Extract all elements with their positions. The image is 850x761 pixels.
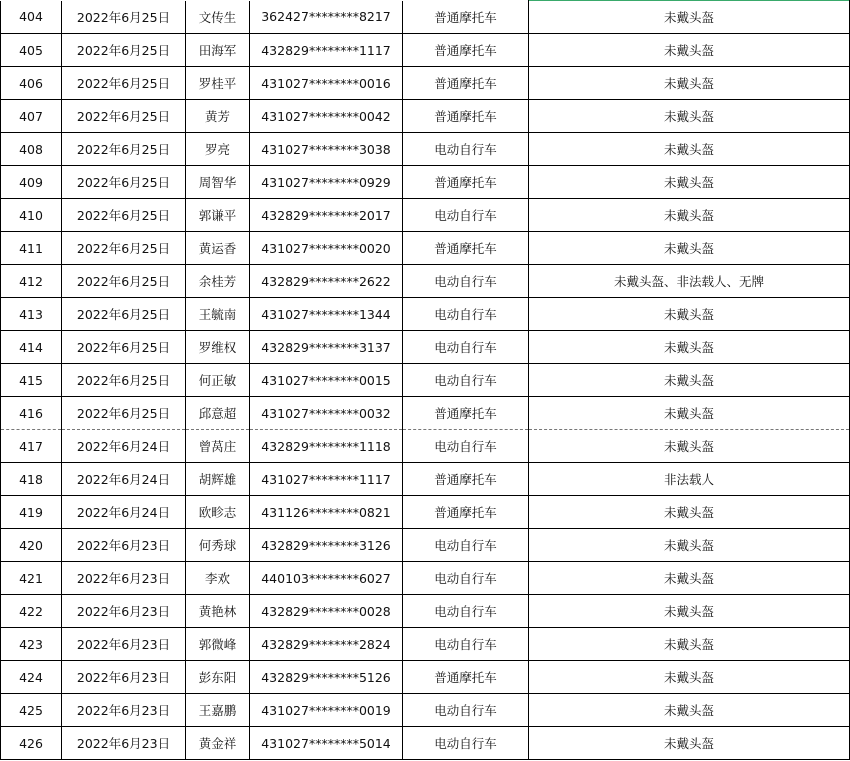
cell-vehicle-type[interactable]: 电动自行车 <box>403 595 529 628</box>
cell-number[interactable]: 404 <box>1 1 62 34</box>
cell-id-number[interactable]: 432829********1118 <box>250 430 403 463</box>
cell-date[interactable]: 2022年6月24日 <box>62 463 186 496</box>
cell-vehicle-type[interactable]: 普通摩托车 <box>403 100 529 133</box>
cell-violation[interactable]: 未戴头盔 <box>529 364 850 397</box>
cell-number[interactable]: 410 <box>1 199 62 232</box>
cell-id-number[interactable]: 440103********6027 <box>250 562 403 595</box>
table-body <box>1 1 850 760</box>
cell-name[interactable]: 王毓南 <box>186 298 250 331</box>
cell-violation[interactable]: 未戴头盔 <box>529 397 850 430</box>
cell-vehicle-type[interactable]: 普通摩托车 <box>403 496 529 529</box>
cell-date[interactable]: 2022年6月25日 <box>62 100 186 133</box>
cell-violation[interactable]: 未戴头盔 <box>529 562 850 595</box>
cell-name[interactable]: 黄艳林 <box>186 595 250 628</box>
cell-violation[interactable]: 未戴头盔 <box>529 1 850 34</box>
cell-vehicle-type[interactable]: 电动自行车 <box>403 529 529 562</box>
table-row <box>1 628 850 661</box>
cell-violation[interactable]: 未戴头盔 <box>529 727 850 760</box>
cell-vehicle-type[interactable]: 电动自行车 <box>403 727 529 760</box>
table-row <box>1 298 850 331</box>
table-row <box>1 1 850 34</box>
cell-id-number[interactable]: 431027********0032 <box>250 397 403 430</box>
cell-date[interactable]: 2022年6月24日 <box>62 430 186 463</box>
cell-id-number[interactable]: 432829********0028 <box>250 595 403 628</box>
cell-id-number[interactable]: 431027********0929 <box>250 166 403 199</box>
cell-number[interactable]: 420 <box>1 529 62 562</box>
table-row <box>1 34 850 67</box>
cell-number[interactable]: 426 <box>1 727 62 760</box>
cell-name[interactable]: 何正敏 <box>186 364 250 397</box>
cell-name[interactable]: 胡辉雄 <box>186 463 250 496</box>
table-row <box>1 331 850 364</box>
cell-vehicle-type[interactable]: 电动自行车 <box>403 265 529 298</box>
cell-number[interactable]: 423 <box>1 628 62 661</box>
cell-number[interactable]: 416 <box>1 397 62 430</box>
cell-violation[interactable]: 未戴头盔 <box>529 298 850 331</box>
cell-violation[interactable]: 未戴头盔 <box>529 133 850 166</box>
cell-date[interactable]: 2022年6月23日 <box>62 595 186 628</box>
table-row <box>1 67 850 100</box>
cell-name[interactable]: 王嘉鹏 <box>186 694 250 727</box>
cell-vehicle-type[interactable]: 电动自行车 <box>403 133 529 166</box>
cell-name[interactable]: 黄芳 <box>186 100 250 133</box>
cell-vehicle-type[interactable]: 电动自行车 <box>403 199 529 232</box>
cell-name[interactable]: 周智华 <box>186 166 250 199</box>
cell-vehicle-type[interactable]: 电动自行车 <box>403 331 529 364</box>
cell-vehicle-type[interactable]: 电动自行车 <box>403 628 529 661</box>
cell-name[interactable]: 郭谦平 <box>186 199 250 232</box>
cell-violation[interactable]: 未戴头盔 <box>529 199 850 232</box>
cell-date[interactable]: 2022年6月25日 <box>62 298 186 331</box>
cell-id-number[interactable]: 432829********3137 <box>250 331 403 364</box>
table-row <box>1 595 850 628</box>
cell-number[interactable]: 422 <box>1 595 62 628</box>
cell-id-number[interactable]: 431126********0821 <box>250 496 403 529</box>
cell-id-number[interactable]: 431027********3038 <box>250 133 403 166</box>
cell-date[interactable]: 2022年6月23日 <box>62 562 186 595</box>
cell-number[interactable]: 417 <box>1 430 62 463</box>
table-row <box>1 265 850 298</box>
cell-vehicle-type[interactable]: 电动自行车 <box>403 694 529 727</box>
cell-number[interactable]: 409 <box>1 166 62 199</box>
cell-date[interactable]: 2022年6月24日 <box>62 496 186 529</box>
cell-violation[interactable]: 未戴头盔、非法载人、无牌 <box>529 265 850 298</box>
cell-vehicle-type[interactable]: 普通摩托车 <box>403 166 529 199</box>
cell-id-number[interactable]: 431027********1117 <box>250 463 403 496</box>
cell-number[interactable]: 411 <box>1 232 62 265</box>
cell-id-number[interactable]: 432829********2824 <box>250 628 403 661</box>
cell-vehicle-type[interactable]: 普通摩托车 <box>403 661 529 694</box>
cell-number[interactable]: 407 <box>1 100 62 133</box>
cell-id-number[interactable]: 431027********0016 <box>250 67 403 100</box>
cell-name[interactable]: 罗桂平 <box>186 67 250 100</box>
cell-number[interactable]: 415 <box>1 364 62 397</box>
table-row <box>1 199 850 232</box>
cell-name[interactable]: 余桂芳 <box>186 265 250 298</box>
table-row <box>1 397 850 430</box>
cell-violation[interactable]: 非法载人 <box>529 463 850 496</box>
table-row <box>1 166 850 199</box>
cell-name[interactable]: 曾莴庄 <box>186 430 250 463</box>
table-row <box>1 529 850 562</box>
cell-id-number[interactable]: 431027********1344 <box>250 298 403 331</box>
cell-number[interactable]: 405 <box>1 34 62 67</box>
cell-violation[interactable]: 未戴头盔 <box>529 34 850 67</box>
cell-violation[interactable]: 未戴头盔 <box>529 496 850 529</box>
cell-name[interactable]: 李欢 <box>186 562 250 595</box>
cell-vehicle-type[interactable]: 普通摩托车 <box>403 67 529 100</box>
cell-name[interactable]: 黄金祥 <box>186 727 250 760</box>
cell-id-number[interactable]: 431027********0015 <box>250 364 403 397</box>
cell-number[interactable]: 406 <box>1 67 62 100</box>
cell-violation[interactable]: 未戴头盔 <box>529 595 850 628</box>
cell-name[interactable]: 黄运香 <box>186 232 250 265</box>
cell-date[interactable]: 2022年6月25日 <box>62 232 186 265</box>
cell-violation[interactable]: 未戴头盔 <box>529 694 850 727</box>
cell-id-number[interactable]: 432829********5126 <box>250 661 403 694</box>
cell-number[interactable]: 412 <box>1 265 62 298</box>
cell-vehicle-type[interactable]: 普通摩托车 <box>403 34 529 67</box>
cell-vehicle-type[interactable]: 普通摩托车 <box>403 232 529 265</box>
cell-id-number[interactable]: 431027********0042 <box>250 100 403 133</box>
table-row <box>1 562 850 595</box>
cell-name[interactable]: 罗维权 <box>186 331 250 364</box>
cell-date[interactable]: 2022年6月25日 <box>62 364 186 397</box>
table-row <box>1 430 850 463</box>
cell-number[interactable]: 408 <box>1 133 62 166</box>
cell-number[interactable]: 424 <box>1 661 62 694</box>
cell-id-number[interactable]: 431027********0020 <box>250 232 403 265</box>
cell-date[interactable]: 2022年6月23日 <box>62 628 186 661</box>
cell-violation[interactable]: 未戴头盔 <box>529 430 850 463</box>
cell-name[interactable]: 何秀球 <box>186 529 250 562</box>
cell-name[interactable]: 欧畛志 <box>186 496 250 529</box>
cell-vehicle-type[interactable]: 普通摩托车 <box>403 397 529 430</box>
cell-number[interactable]: 414 <box>1 331 62 364</box>
cell-number[interactable]: 413 <box>1 298 62 331</box>
cell-id-number[interactable]: 431027********0019 <box>250 694 403 727</box>
cell-date[interactable]: 2022年6月25日 <box>62 265 186 298</box>
cell-vehicle-type[interactable]: 电动自行车 <box>403 364 529 397</box>
cell-id-number[interactable]: 432829********1117 <box>250 34 403 67</box>
cell-vehicle-type[interactable]: 电动自行车 <box>403 562 529 595</box>
cell-id-number[interactable]: 362427********8217 <box>250 1 403 34</box>
cell-date[interactable]: 2022年6月23日 <box>62 529 186 562</box>
cell-id-number[interactable]: 432829********2017 <box>250 199 403 232</box>
cell-date[interactable]: 2022年6月25日 <box>62 67 186 100</box>
cell-violation[interactable]: 未戴头盔 <box>529 166 850 199</box>
cell-name[interactable]: 田海军 <box>186 34 250 67</box>
cell-violation[interactable]: 未戴头盔 <box>529 232 850 265</box>
cell-name[interactable]: 文传生 <box>186 1 250 34</box>
cell-vehicle-type[interactable]: 普通摩托车 <box>403 463 529 496</box>
cell-date[interactable]: 2022年6月23日 <box>62 661 186 694</box>
cell-name[interactable]: 彭东阳 <box>186 661 250 694</box>
table-row <box>1 232 850 265</box>
cell-violation[interactable]: 未戴头盔 <box>529 100 850 133</box>
cell-vehicle-type[interactable]: 电动自行车 <box>403 430 529 463</box>
cell-id-number[interactable]: 431027********5014 <box>250 727 403 760</box>
cell-date[interactable]: 2022年6月23日 <box>62 694 186 727</box>
cell-date[interactable]: 2022年6月25日 <box>62 397 186 430</box>
cell-violation[interactable]: 未戴头盔 <box>529 529 850 562</box>
cell-number[interactable]: 421 <box>1 562 62 595</box>
cell-date[interactable]: 2022年6月25日 <box>62 166 186 199</box>
cell-date[interactable]: 2022年6月25日 <box>62 331 186 364</box>
table-row <box>1 694 850 727</box>
cell-date[interactable]: 2022年6月23日 <box>62 727 186 760</box>
cell-date[interactable]: 2022年6月25日 <box>62 199 186 232</box>
cell-number[interactable]: 418 <box>1 463 62 496</box>
cell-name[interactable]: 邱意超 <box>186 397 250 430</box>
cell-date[interactable]: 2022年6月25日 <box>62 133 186 166</box>
cell-name[interactable]: 罗亮 <box>186 133 250 166</box>
cell-date[interactable]: 2022年6月25日 <box>62 34 186 67</box>
cell-violation[interactable]: 未戴头盔 <box>529 67 850 100</box>
cell-id-number[interactable]: 432829********3126 <box>250 529 403 562</box>
cell-number[interactable]: 419 <box>1 496 62 529</box>
cell-violation[interactable]: 未戴头盔 <box>529 628 850 661</box>
cell-number[interactable]: 425 <box>1 694 62 727</box>
table-row <box>1 496 850 529</box>
table-row <box>1 364 850 397</box>
table-row <box>1 100 850 133</box>
table-row <box>1 727 850 760</box>
cell-id-number[interactable]: 432829********2622 <box>250 265 403 298</box>
cell-name[interactable]: 郭微峰 <box>186 628 250 661</box>
cell-date[interactable]: 2022年6月25日 <box>62 1 186 34</box>
cell-vehicle-type[interactable]: 电动自行车 <box>403 298 529 331</box>
cell-violation[interactable]: 未戴头盔 <box>529 331 850 364</box>
cell-vehicle-type[interactable]: 普通摩托车 <box>403 1 529 34</box>
table-row <box>1 463 850 496</box>
table-row <box>1 661 850 694</box>
table-row <box>1 133 850 166</box>
cell-violation[interactable]: 未戴头盔 <box>529 661 850 694</box>
